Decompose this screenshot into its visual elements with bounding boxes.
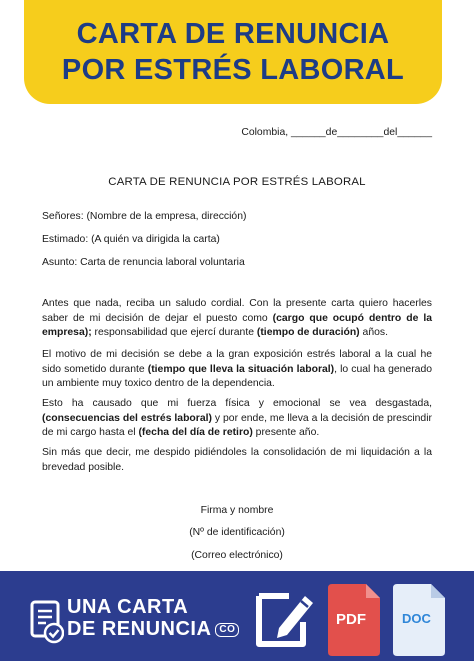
brand-logo[interactable] [67,596,239,640]
document-check-icon [30,600,64,644]
paragraph-3: Esto ha causado que mi fuerza física y emocional se vea desgastada, (consecuencias del estrés laboral) y por ende, me lleva a la decisión de prescindir de mi cargo hasta el (fecha del día de retiro) presente año. [42,398,432,438]
header-banner [24,0,442,104]
recipient-line: Señores: (Nombre de la empresa, dirección) [42,211,247,222]
signature-email: (Correo electrónico) [191,550,283,561]
pdf-label: PDF [336,611,366,628]
letter-title: CARTA DE RENUNCIA POR ESTRÉS LABORAL [108,176,366,188]
date-line: Colombia, ______de________del______ [241,127,432,138]
doc-label: DOC [402,611,431,626]
edit-document-icon[interactable] [253,586,315,652]
paragraph-2: El motivo de mi decisión se debe a la gran exposición estrés laboral a la cual he sido sometido durante (tiempo que lleva la situación laboral), lo cual ha generado un ambiente muy toxico dentro de la dependencia. [42,349,433,389]
paragraph-4: Sin más que decir, me despido pidiéndoles la consolidación de mi liquidación a la brevedad posible. [42,447,432,473]
banner-title-line2: POR ESTRÉS LABORAL [61,54,405,86]
brand-badge: CO [215,623,239,637]
banner-title-line1: CARTA DE RENUNCIA [76,18,390,50]
signature-id: (Nº de identificación) [189,527,285,538]
paragraph-1: Antes que nada, reciba un saludo cordial. Con la presente carta quiero hacerles saber de mi decisión de dejar el puesto como (cargo que ocupó dentro de la empresa); responsabilidad que ejercí durante (tiempo de duración) años. [42,298,432,338]
greeting-line: Estimado: (A quién va dirigida la carta) [42,234,220,245]
brand-line1: UNA CARTA [67,596,189,618]
subject-line: Asunto: Carta de renuncia laboral voluntaria [42,257,245,268]
signature-name: Firma y nombre [200,505,274,516]
brand-line2: DE RENUNCIA CO [67,618,239,640]
